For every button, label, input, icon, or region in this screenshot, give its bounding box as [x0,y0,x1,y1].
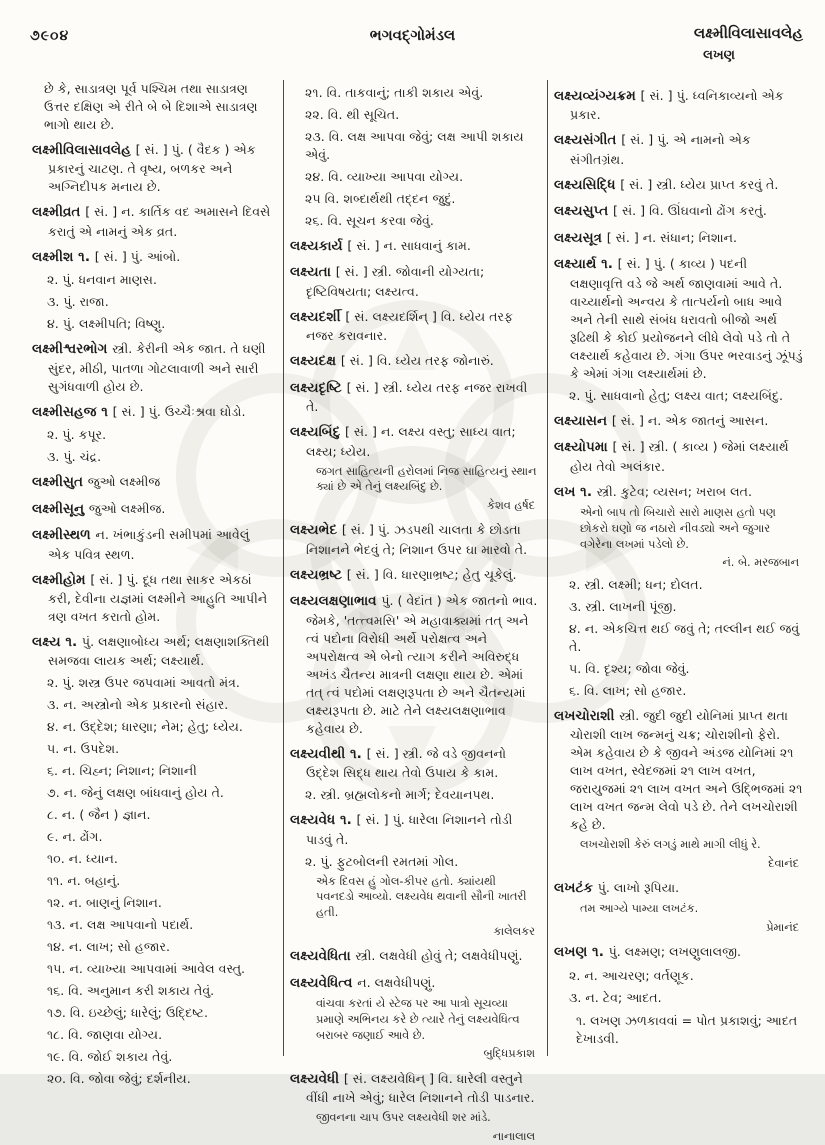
sense-text: ૨. ન. આચરણ; વર્તણૂક. [569,967,694,983]
quote-attribution: કાલેલકર [493,925,535,939]
dictionary-entry: લક્ષ્યસિદ્ધિ [ સં. ] સ્ત્રી. ધ્યેય પ્રાપ્ત કરવું તે. [554,176,779,193]
catchword: લખણ [703,48,735,63]
sense-text: ૧૯. વિ. જોઈ શકાય તેવું. [47,1049,173,1065]
entry-headword: લક્ષ્યાર્થ ૧. [554,256,618,273]
dictionary-entry: લક્ષ્યવીથી ૧. [ સં. ] સ્ત્રી. જે વડે જીવનનો ઉદ્દેશ સિદ્ધ થાય તેવો ઉપાય કે કામ. [290,745,507,781]
entry-headword: લક્ષ્યસૂત્ર [554,229,607,246]
page-header [0,24,825,76]
dictionary-entry: લક્ષ્યભ્રષ્ટ [ સં. ] વિ. ધારણાભ્રષ્ટ; હેતુ ચૂકેલું. [290,566,517,583]
entry-headword: લક્ષ્યદર્શી [290,308,346,325]
quote-text: લખચોરાશી કેરું લગડું માથે માગી લીધું રે. [580,837,761,851]
sense-text: ૨૬. વિ. સૂચન કરવા જેવું. [305,213,434,228]
sense-text: ૭. ન. જેનું લક્ષણ બાંધવાનું હોય તે. [47,785,224,801]
sense-text: ૨. સ્ત્રી. લક્ષ્મી; ધન; દોલત. [569,576,703,592]
quote-attribution: દેવાનંદ [768,856,799,870]
dictionary-entry: લખણ ૧. પું. લક્ષ્મણ; લખણુલાલજી. [554,944,742,961]
dictionary-entry: લક્ષ્યકાર્ય [ સં. ] ન. સાધવાનું કામ. [290,238,471,254]
sense-text: ૩. પું. ચંદ્ર. [47,449,102,465]
entry-headword: લખણ ૧. [554,944,609,961]
entry-headword: લક્ષ્મીસુત [32,474,88,491]
sense-text: ૨૪. વિ. વ્યાખ્યા આપવા યોગ્ય. [305,169,464,184]
entry-headword: લક્ષ્યબિંદુ [290,424,345,441]
dictionary-entry: લખટંક પું. લાખો રૂપિયા. [554,879,680,896]
sense-text: ૨૦. વિ. જોવા જેવું; દર્શનીય. [47,1071,191,1087]
entry-headword: લક્ષ્યભ્રષ્ટ [290,566,347,583]
dictionary-column [547,80,811,1056]
dictionary-entry: લક્ષ્મીસુત જુઓ લક્ષ્મીજ [32,474,161,491]
entry-headword: લક્ષ્યસંગીત [554,132,622,149]
dictionary-entry: લક્ષ્યતા [ સં. ] સ્ત્રી. જોવાની યોગ્યતા; દૃષ્ટિવિષયતા; લક્ષ્યત્વ. [290,264,485,299]
entry-headword: લક્ષ્યલક્ષણાભાવ [290,593,382,610]
dictionary-entry: લક્ષ્યવેધિત્વ ન. લક્ષવેધીપણું. [290,974,436,991]
entry-headword: લક્ષ્યાસન [554,412,612,429]
sense-text: ૨૩. વિ. લક્ષ આપવા જેવું; લક્ષ આપી શકાય એવું. [305,129,524,162]
dictionary-entry: લક્ષ્ય ૧. પું. લક્ષણાબોધ્ય અર્થ; લક્ષણાશક્તિથી સમજવા લાયક અર્થ; લક્ષ્યાર્થ. [32,633,270,669]
dictionary-entry: લક્ષ્યસૂત્ર [ સં. ] ન. સંધાન; નિશાન. [554,229,738,246]
dictionary-entry: લક્ષ્યવેધિતા સ્ત્રી. લક્ષવેધી હોવું તે; લક્ષવેધીપણું. [290,948,523,965]
sense-text: ૬. ન. ચિહ્ન; નિશાન; નિશાની [47,763,197,779]
sense-text: ૨૫ વિ. શબ્દાર્થથી તદ્દન જુદું. [305,191,456,206]
sense-text: ૧૩. ન. લક્ષ આપવાનો પદાર્થ. [47,917,194,933]
entry-headword: લક્ષ્યદૃષ્ટિ [290,379,347,396]
sense-text: ૧૮. વિ. જાણવા યોગ્ય. [47,1027,163,1043]
quote-text: જીવનના ચાપ ઉપર લક્ષ્યવેધી શર માંડે. [316,1111,491,1125]
dictionary-column [26,80,283,1087]
sense-text: ૨. પું. ધનવાન માણસ. [47,272,157,288]
dictionary-entry: લક્ષ્યદર્શી [ સં. લક્ષ્યદર્શિન્ ] વિ. ધ્યેય તરફ નજર કરાવનાર. [290,308,514,344]
dictionary-entry: લક્ષ્યદૃષ્ટિ [ સં. ] સ્ત્રી. ધ્યેય તરફ નજર રાખવી તે. [290,379,528,415]
sense-text: ૧૫. ન. વ્યાખ્યા આપવામાં આવેલ વસ્તુ. [47,961,246,977]
entry-headword: લક્ષ્યવેધિત્વ [290,974,358,991]
entry-headword: લક્ષ્યસિદ્ધિ [554,176,621,193]
dictionary-entry: લક્ષ્મીસૂનુ જુઓ લક્ષ્મીજ. [32,500,166,517]
entry-headword: લક્ષ્યવેધ ૧. [290,812,357,829]
dictionary-entry: લખ ૧. સ્ત્રી. કુટેવ; વ્યસન; ખરાબ લત. [554,483,752,500]
entry-headword: લક્ષ્મીશ્વરભોગ [32,341,113,358]
sense-text: ૨૧. વિ. તાકવાનું; તાકી શકાય એવું. [305,85,484,100]
sense-text: ૩. ન. ટેવ; આદત. [569,989,662,1005]
entry-headword: લક્ષ્મીશ ૧. [32,248,95,265]
sense-text: ૨૨. વિ. થી સૂચિત. [305,107,400,122]
sense-text: ૩. સ્ત્રી. લાખની પૂંજી. [569,598,677,614]
sense-text: ૪. ન. ઉદ્દેશ; ધારણા; નેમ; હેતુ; ધ્યેય. [47,719,243,735]
sense-text: ૬. વિ. લાખ; સો હજાર. [569,682,687,698]
idiom-text: ૧. લખણ ઝળકાવવાં = પોત પ્રકાશવું; આદત દેખાડવી. [576,1012,798,1046]
quote-text: વાંચવા કરતાં યે સ્ટેજ પર આ પાત્રો સૂચવ્યા પ્રમાણે અભિનય કરે છે ત્યારે તેનું લક્ષ્યવેધિત્વ બરાબર જણાઈ આવે છે. [316,997,520,1042]
sense-text: ૧૭. વિ. ઇચ્છેલું; ધારેલું; ઉદ્દિષ્ટ. [47,1005,208,1021]
sense-text: ૧૧. ન. બહાનું. [47,873,121,889]
sense-text: ૨. પું. સાધવાનો હેતુ; લક્ષ્ય વાત; લક્ષ્યબિંદુ. [569,387,783,403]
sense-text: ૮. ન. ( જૈન ) જ્ઞાન. [47,807,151,823]
entry-headword: લક્ષ્યવીથી ૧. [290,745,367,762]
quote-attribution: પ્રેમાનંદ [766,921,799,935]
cont-text: છે કે, સાડાત્રણ પૂર્વ પશ્ચિમ તથા સાડાત્રણ ઉત્તર દક્ષિણ એ રીતે બે બે દિશાએ સાડાત્રણ ભાગો થાય છે. [44,81,258,132]
entry-headword: લક્ષ્યકાર્ય [290,238,348,254]
quote-text: એક દિવસ હું ગોલ-કીપર હતો. ક્યાંયથી પવનદડો આવ્યો. લક્ષ્યવેધ થવાની સૌની ખાતરી હતી. [316,874,527,920]
quote-text: જગત સાહિત્યની હરોલમાં નિજ સાહિત્યનું સ્થાન ક્યાં છે એ તેનું લક્ષ્યબિંદુ છે. [316,464,537,494]
entry-headword: લક્ષ્યવેધી [290,1070,344,1087]
entry-headword: લખટંક [554,879,598,896]
entry-headword: લક્ષ્યસુપ્ત [554,203,614,220]
dictionary-entry: લક્ષ્મીવિલાસાવલેહ [ સં. ] પું. ( વૈદક ) એક પ્રકારનું ચાટણ. તે વૃષ્ય, બળકર અને અગ્નિદીપક મનાય છે. [32,142,256,195]
sense-text: ૪. ન. એકચિત્ત થઈ જવું તે; તલ્લીન થઈ જવું તે. [569,620,800,654]
sense-text: ૯. ન. ઢોંગ. [47,829,103,845]
page-number: ૭૯૦૪ [30,28,70,44]
dictionary-entry: લક્ષ્યાસન [ સં. ] ન. એક જાતનું આસન. [554,412,769,429]
entry-headword: લક્ષ્મીસ્થળ [32,527,96,544]
entry-headword: લક્ષ્યભેદ [290,522,342,539]
dictionary-entry: લક્ષ્મીશ્વરભોગ સ્ત્રી. કેરીની એક જાત. તે ઘણી સુંદર, મીઠી, પાતળા ગોટલાવાળી અને સારી સુગંધવાળી હોય છે. [32,341,266,394]
dictionary-entry: લક્ષ્યલક્ષણાભાવ પું. ( વેદાંત ) એક જાતનો ભાવ. જેમકે, 'તત્ત્વમસિ' એ મહાવાક્યમાં તત્ અને ત્વં પદોના વિરોધી અર્થે પરોક્ષત્વ અને અપરોક્ષત્વ એ બેનો ત્યાગ કરીને અવિરુદ્ધ અખંડ ચૈતન્ય માત્રની લક્ષણા થાય છે. એમાં તત્ ત્વં પદોમાં લક્ષણરૂપતા છે અને ચૈતન્યમાં લક્ષ્યરૂપતા છે. માટે તેને લક્ષ્યલક્ષણાભાવ કહેવાય છે. [290,593,538,736]
entry-headword: લક્ષ્મીવ્રત [32,204,86,221]
dictionary-entry: લક્ષ્યસંગીત [ સં. ] પું. એ નામનો એક સંગીતગ્રંથ. [554,132,751,167]
entry-headword: લખચોરાશી [554,707,620,724]
sense-text: ૧૦. ન. ધ્યાન. [47,851,118,867]
dictionary-columns [26,80,811,1143]
entry-headword: લક્ષ્મીસૂનુ [32,500,89,517]
entry-headword: લક્ષ્યદક્ષ [290,353,341,370]
sense-text: ૨. પું. કપૂર. [47,427,107,443]
sense-text: ૨. પું. ફુટબોલની રમતમાં ગોલ. [305,853,459,869]
quote-attribution: નાનાલાલ [492,1129,535,1143]
entry-headword: લક્ષ્મીસહજ ૧ [32,403,113,420]
dictionary-entry: લખચોરાશી સ્ત્રી. જુદી જુદી યોનિમાં પ્રાપ્ત થતા ચોરાશી લાખ જન્મનું ચક્ર; ચોરાશીનો ફેરો. એમ કહેવાય છે કે જીવને અંડજ યોનિમાં ૨૧ લાખ વખત, સ્વેદજમાં ૨૧ લાખ વખત, જરાયુજમાં ૨૧ લાખ વખત અને ઉદ્ભિજમાં ૨૧ લાખ વખત જન્મ લેવો પડે છે. તેને લખચોરાશી કહે છે. [554,707,803,832]
dictionary-column [283,80,547,1143]
entry-headword: લક્ષ્યવ્યંગ્યક્રમ [554,88,641,104]
dictionary-entry: લક્ષ્મીશ ૧. [ સં. ] પું. આંબો. [32,248,181,265]
dictionary-entry: લક્ષ્યવેધ ૧. [ સં. ] પું. ધારેલા નિશાનને તોડી પાડવું તે. [290,812,513,847]
entry-headword: લક્ષ્યતા [290,264,336,281]
sense-text: ૪. પું. લક્ષ્મીપતિ; વિષ્ણુ. [47,316,166,332]
sense-text: ૧૪. ન. લાખ; સો હજાર. [47,939,170,955]
sense-text: ૨. પું. શસ્ત્ર ઉપર જપવામાં આવતો મંત્ર. [47,675,240,691]
quote-attribution: કેશવ હર્ષદ [487,499,535,513]
dictionary-entry: લક્ષ્યવેધી [ સં. લક્ષ્યવેધિન્ ] વિ. ધારેલી વસ્તુને વીંધી નાખે એવું; ધારેલ નિશાનને તોડી પાડનાર. [290,1070,535,1106]
dictionary-entry: લક્ષ્મીહોમ [ સં. ] પું. દૂધ તથા સાકર એકઠાં કરી, દેવીના યજ્ઞમાં લક્ષ્મીને આહુતિ આપીને ત્રણ વખત કરાતો હોમ. [32,571,268,624]
quote-attribution: બુદ્ધિપ્રકાશ [483,1047,535,1061]
dictionary-entry: લક્ષ્યભેદ [ સં. ] પું. ઝડપથી ચાલતા કે છોડતા નિશાનને ભેદવું તે; નિશાન ઉપર ઘા મારવો તે. [290,522,528,557]
entry-headword: લક્ષ્ય ૧. [32,633,82,650]
dictionary-entry: લક્ષ્યોપમા [ સં. ] સ્ત્રી. ( કાવ્ય ) જેમાં લક્ષ્યાર્થ હોય તેવો અલંકાર. [554,439,789,474]
entry-headword: લક્ષ્યવેધિતા [290,948,356,965]
quote-text: એનો બાપ તો બિચારો સારો માણસ હતો પણ છોકરો ઘણો જ નઠારો નીવડ્યો અને જુગાર વગેરેના લખમાં પડેલો છે. [580,505,776,551]
book-title: ભગવદ્ગોમંડલ [369,26,456,44]
quote-text: તમ આગ્યે પામ્યા લખટંક. [580,902,699,916]
sense-text: ૧૨. ન. બાણનું નિશાન. [47,895,162,911]
sense-text: ૫. વિ. દૃશ્ય; જોવા જેવું. [569,660,690,676]
guide-word: લક્ષ્મીવિલાસાવલેહ [693,24,803,42]
dictionary-entry: લક્ષ્મીસહજ ૧ [ સં. ] પું. ઉચ્ચૈઃશ્રવા ઘોડો. [32,403,246,420]
dictionary-entry: લક્ષ્યાર્થ ૧. [ સં. ] પું. ( કાવ્ય ) પદની લક્ષણાવૃત્તિ વડે જે અર્થ જાણવામાં આવે તે. વાચ્યાર્થનો અન્વય કે તાત્પર્યનો બાધ આવે અને તેની સાથે સંબંધ ધરાવતો બીજો અર્થ રૂઢિથી કે કોઈ પ્રયોજનને લીધે લેવો પડે તો તે લક્ષ્યાર્થ કહેવાય છે. ગંગા ઉપર ભરવાડનું ઝૂંપડું કે એમાં ગંગા લક્ષ્યાર્થમાં છે. [554,256,803,381]
dictionary-entry: લક્ષ્મીવ્રત [ સં. ] ન. કાર્તિક વદ અમાસને દિવસે કરાતું એ નામનું એક વ્રત. [32,204,271,239]
entry-headword: લક્ષ્મીહોમ [32,571,91,588]
sense-text: ૨. સ્ત્રી. બ્રહ્મલોકનો માર્ગ; દેવયાનપથ. [305,787,495,803]
sense-text: ૩. ન. અસ્ત્રોનો એક પ્રકારનો સંહાર. [47,697,229,713]
sense-text: ૩. પું. રાજા. [47,294,109,310]
quote-attribution: નં. બે. મરજબાન [722,556,799,570]
entry-headword: લક્ષ્યોપમા [554,439,613,456]
sense-text: ૫. ન. ઉપદેશ. [47,741,120,757]
entry-headword: લખ ૧. [554,483,597,500]
dictionary-entry: લક્ષ્યવ્યંગ્યક્રમ [ સં. ] પું. ધ્વનિકાવ્યનો એક પ્રકાર. [554,88,784,123]
entry-headword: લક્ષ્મીવિલાસાવલેહ [32,142,136,158]
dictionary-entry: લક્ષ્યસુપ્ત [ સં. ] વિ. ઊંઘવાનો ઢોંગ કરતું. [554,203,767,220]
dictionary-entry: લક્ષ્યદક્ષ [ સં. ] વિ. ધ્યેય તરફ જોનારું. [290,353,494,370]
dictionary-entry: લક્ષ્યબિંદુ [ સં. ] ન. લક્ષ્ય વસ્તુ; સાધ્ય વાત; લક્ષ્ય; ધ્યેય. [290,424,516,459]
sense-text: ૧૬. વિ. અનુમાન કરી શકાય તેવું. [47,983,215,999]
dictionary-entry: લક્ષ્મીસ્થળ ન. ખંભાકુંડની સમીપમાં આવેલું એક પવિત્ર સ્થળ. [32,527,250,562]
